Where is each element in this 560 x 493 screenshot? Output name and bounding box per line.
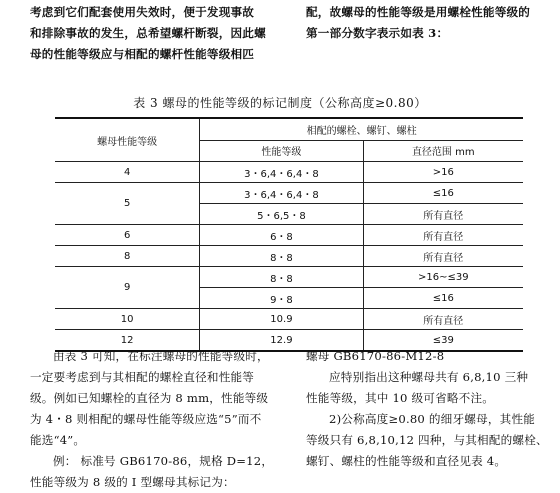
cell-nut: 5 — [55, 183, 200, 225]
text-line: 能选“4”。 — [30, 433, 86, 447]
table-row — [55, 309, 523, 330]
header-nut-grade: 螺母性能等级 — [55, 118, 200, 162]
cell-grade: 8・8 — [200, 246, 363, 267]
text-line: 母的性能等级应与相配的螺杆性能等级相匹 — [30, 47, 255, 61]
text-line: 由表 3 可知，在标注螺母的性能等级时， — [53, 349, 269, 363]
bottom-right-paragraph — [306, 346, 550, 472]
header-grade: 性能等级 — [200, 140, 363, 162]
header-mating-group: 相配的螺栓、螺钉、螺柱 — [200, 118, 523, 140]
text-line: 等级只有 6,8,10,12 四种，与其相配的螺栓、 — [306, 433, 548, 447]
text-line: 性能等级为 8 级的 I 型螺母其标记为： — [30, 475, 235, 489]
cell-nut: 9 — [55, 267, 200, 309]
header-diameter-range: 直径范围 mm — [363, 140, 523, 162]
table-row — [55, 183, 523, 204]
cell-nut: 12 — [55, 330, 200, 352]
cell-grade: 12.9 — [200, 330, 363, 352]
text-line: 第一部分数字表示如表 3： — [306, 26, 449, 40]
cell-range: 所有直径 — [363, 225, 523, 246]
text-line: 应特别指出这种螺母共有 6,8,10 三种 — [329, 370, 529, 384]
table-row — [55, 162, 523, 183]
text-line: 例： 标准号 GB6170-86，规格 D=12， — [53, 454, 274, 468]
text-line: 螺钉、螺柱的性能等级和直径见表 4。 — [306, 454, 507, 468]
table-row — [55, 246, 523, 267]
nut-grade-table — [55, 117, 523, 352]
cell-grade: 9・8 — [200, 288, 363, 309]
cell-nut: 6 — [55, 225, 200, 246]
text-line: 性能等级，其中 10 级可省略不注。 — [306, 391, 495, 405]
table-caption: 表 3 螺母的性能等级的标记制度（公称高度≥0.80） — [133, 96, 427, 110]
cell-range: ≤39 — [363, 330, 523, 352]
table-row — [55, 267, 523, 288]
cell-range: >16 — [363, 162, 523, 183]
top-left-paragraph — [30, 2, 292, 65]
cell-grade: 6・8 — [200, 225, 363, 246]
cell-grade: 3・6,4・6,4・8 — [200, 183, 363, 204]
table-header-row — [55, 118, 523, 140]
cell-grade: 8・8 — [200, 267, 363, 288]
cell-grade: 3・6,4・6,4・8 — [200, 162, 363, 183]
cell-range: ≤16 — [363, 183, 523, 204]
text-line: 级。例如已知螺栓的直径为 8 mm，性能等级 — [30, 391, 269, 405]
table-row — [55, 225, 523, 246]
cell-range: 所有直径 — [363, 309, 523, 330]
text-line: 考虑到它们配套使用失效时，便于发现事故 — [30, 5, 255, 19]
text-line: 和排除事故的发生，总希望螺杆断裂，因此螺 — [30, 26, 266, 40]
cell-range: >16~≤39 — [363, 267, 523, 288]
cell-range: 所有直径 — [363, 246, 523, 267]
bottom-left-paragraph — [30, 346, 292, 493]
text-line: 一定要考虑到与其相配的螺栓直径和性能等 — [30, 370, 255, 384]
text-line: 为 4・8 则相配的螺母性能等级应选“5”而不 — [30, 412, 262, 426]
text-line: 2)公称高度≥0.80 的细牙螺母，其性能 — [329, 412, 536, 426]
cell-range: ≤16 — [363, 288, 523, 309]
top-right-paragraph — [306, 2, 550, 44]
cell-nut: 10 — [55, 309, 200, 330]
cell-range: 所有直径 — [363, 204, 523, 225]
nut-marking-example: 螺母 GB6170-86-M12-8 — [306, 349, 445, 363]
text-line: 配，故螺母的性能等级是用螺栓性能等级的 — [306, 5, 531, 19]
cell-grade: 5・6,5・8 — [200, 204, 363, 225]
cell-grade: 10.9 — [200, 309, 363, 330]
cell-nut: 8 — [55, 246, 200, 267]
cell-nut: 4 — [55, 162, 200, 183]
